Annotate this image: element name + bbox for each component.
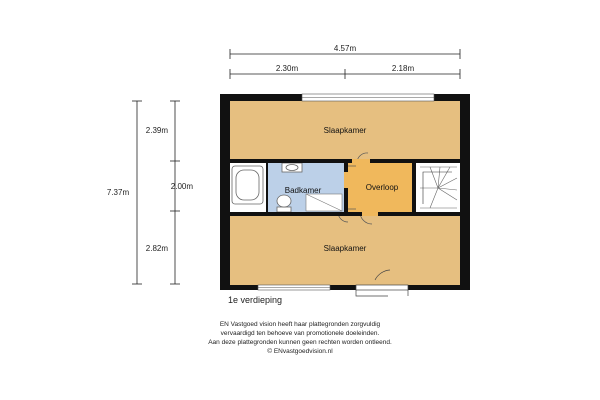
window-bottom [258, 285, 330, 290]
disclaimer-line: EN Vastgoed vision heeft haar plattegronden zorgvuldig [219, 321, 381, 328]
dim-middle-height: 2.00m [170, 182, 193, 191]
shower [306, 194, 342, 211]
room-label-bottom-bedroom: Slaapkamer [323, 244, 367, 253]
room-label-landing: Overloop [365, 183, 399, 192]
toilet [277, 195, 291, 212]
disclaimer-line: vervaardigd ten behoeve van promotionele doeleinden. [220, 330, 380, 337]
room-label-bathroom: Badkamer [284, 186, 322, 195]
dim-top-height: 2.39m [145, 126, 168, 135]
dimension-top [230, 49, 460, 79]
disclaimer-line: © ENvastgoedvision.nl [267, 348, 333, 355]
sink [282, 163, 302, 172]
floor-label: 1e verdieping [228, 295, 283, 305]
bathtub [232, 166, 263, 204]
bathroom-door-opening [344, 172, 348, 188]
disclaimer [150, 320, 450, 356]
window-top [302, 94, 434, 101]
dim-right-width: 2.18m [391, 64, 415, 73]
dim-total-width: 4.57m [333, 44, 357, 53]
disclaimer-line: Aan deze plattegronden kunnen geen rechten worden ontleend. [208, 339, 392, 346]
dim-total-height: 7.37m [106, 188, 130, 197]
dim-left-width: 2.30m [275, 64, 299, 73]
dim-bottom-height: 2.82m [145, 244, 168, 253]
room-label-top-bedroom: Slaapkamer [323, 126, 367, 135]
